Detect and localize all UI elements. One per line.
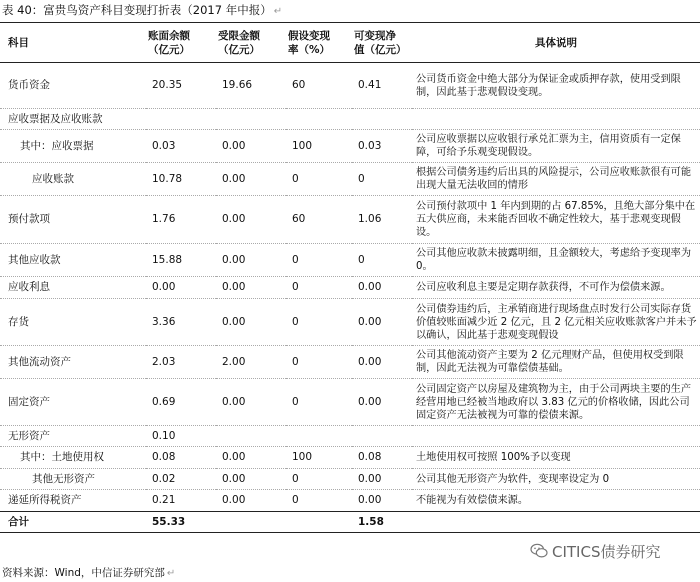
total-desc <box>412 512 700 533</box>
row-item: 其中：土地使用权 <box>0 447 146 469</box>
row-net: 0.03 <box>352 130 412 163</box>
row-book: 3.36 <box>146 299 216 346</box>
row-item: 其他无形资产 <box>0 469 146 490</box>
header-item: 科目 <box>0 23 146 63</box>
row-item: 其他应收款 <box>0 244 146 277</box>
watermark <box>530 540 660 562</box>
row-restricted: 0.00 <box>216 299 286 346</box>
row-restricted: 0.00 <box>216 196 286 244</box>
row-rate: 100 <box>286 447 352 469</box>
row-restricted: 0.00 <box>216 244 286 277</box>
row-net <box>352 426 412 447</box>
row-rate <box>286 426 352 447</box>
row-book: 15.88 <box>146 244 216 277</box>
table-row <box>0 196 700 244</box>
row-item: 固定资产 <box>0 379 146 426</box>
total-rate <box>286 512 352 533</box>
row-item: 存货 <box>0 299 146 346</box>
header-net-l1: 可变现净 <box>354 29 396 42</box>
header-book-l2: （亿元） <box>148 43 190 56</box>
table-row <box>0 244 700 277</box>
row-book: 1.76 <box>146 196 216 244</box>
row-net: 0.08 <box>352 447 412 469</box>
row-item: 其中：应收票据 <box>0 130 146 163</box>
header-net-value <box>352 23 412 63</box>
row-item: 应收票据及应收账款 <box>0 109 216 130</box>
table-row <box>0 63 700 109</box>
row-restricted: 0.00 <box>216 163 286 196</box>
row-net: 0.00 <box>352 469 412 490</box>
row-net: 0.41 <box>352 63 412 109</box>
header-assumed-rate <box>286 23 352 63</box>
return-mark-footer: ↵ <box>166 568 176 579</box>
row-item: 预付款项 <box>0 196 146 244</box>
row-book: 2.03 <box>146 346 216 379</box>
header-restricted-l2: （亿元） <box>218 43 260 56</box>
row-net: 0.00 <box>352 346 412 379</box>
header-net-l2: 值（亿元） <box>354 43 407 56</box>
row-rate: 60 <box>286 63 352 109</box>
table-row <box>0 469 700 490</box>
watermark-text: CITICS债券研究 <box>552 542 661 561</box>
table-row <box>0 379 700 426</box>
table-row <box>0 163 700 196</box>
row-rate: 60 <box>286 196 352 244</box>
table-title <box>0 0 700 20</box>
header-restricted-l1: 受限金额 <box>218 29 260 42</box>
row-desc: 公司应收票据以应收银行承兑汇票为主，信用资质有一定保障，可给予乐观变现假设。 <box>412 130 700 163</box>
table-row <box>0 426 700 447</box>
header-row <box>0 23 700 63</box>
row-book: 20.35 <box>146 63 216 109</box>
table-title-text: 表 40：富贵鸟资产科目变现打折表（2017 年中报） <box>2 3 272 17</box>
row-net: 0.00 <box>352 379 412 426</box>
row-net: 0.00 <box>352 277 412 299</box>
table-row <box>0 299 700 346</box>
row-item: 递延所得税资产 <box>0 490 146 512</box>
total-row <box>0 512 700 533</box>
asset-discount-table <box>0 22 700 533</box>
row-book: 0.10 <box>146 426 216 447</box>
row-book: 0.08 <box>146 447 216 469</box>
row-item: 应收利息 <box>0 277 146 299</box>
row-net: 0 <box>352 163 412 196</box>
row-desc <box>412 426 700 447</box>
row-rate: 0 <box>286 490 352 512</box>
row-restricted: 0.00 <box>216 130 286 163</box>
row-book: 0.69 <box>146 379 216 426</box>
row-net: 1.06 <box>352 196 412 244</box>
row-desc: 公司应收利息主要是定期存款获得，不可作为偿债来源。 <box>412 277 700 299</box>
row-rate: 0 <box>286 163 352 196</box>
wechat-logo-icon <box>530 543 548 559</box>
row-book: 0.00 <box>146 277 216 299</box>
row-restricted: 2.00 <box>216 346 286 379</box>
row-rate: 0 <box>286 299 352 346</box>
row-book: 0.03 <box>146 130 216 163</box>
source-note <box>0 565 402 581</box>
row-rate: 0 <box>286 244 352 277</box>
row-desc: 公司其他流动资产主要为 2 亿元理财产品，但使用权受到限制，因此无法视为可靠偿债基础。 <box>412 346 700 379</box>
row-restricted <box>216 109 286 130</box>
row-rate: 100 <box>286 130 352 163</box>
row-restricted: 19.66 <box>216 63 286 109</box>
row-item: 应收账款 <box>0 163 146 196</box>
total-restricted <box>216 512 286 533</box>
table-row <box>0 109 700 130</box>
row-desc: 公司货币资金中绝大部分为保证金或质押存款，使用受到限制，因此基于悲观假设变现。 <box>412 63 700 109</box>
row-desc: 根据公司债务违约后出具的风险提示，公司应收账款很有可能出现大量无法收回的情形 <box>412 163 700 196</box>
row-restricted: 0.00 <box>216 379 286 426</box>
row-desc: 公司固定资产以房屋及建筑物为主，由于公司两块主要的生产经营用地已经被当地政府以 3.83 亿元的价格收储，因此公司固定资产无法被视为可靠的偿债来源。 <box>412 379 700 426</box>
row-rate <box>286 109 352 130</box>
header-rate-l1: 假设变现 <box>288 29 330 42</box>
return-mark: ↵ <box>273 6 283 17</box>
row-restricted <box>216 426 286 447</box>
row-book: 0.02 <box>146 469 216 490</box>
row-rate: 0 <box>286 346 352 379</box>
row-restricted: 0.00 <box>216 490 286 512</box>
row-rate: 0 <box>286 379 352 426</box>
row-restricted: 0.00 <box>216 469 286 490</box>
header-book-l1: 账面余额 <box>148 29 190 42</box>
row-rate: 0 <box>286 277 352 299</box>
header-rate-l2: 率（%） <box>288 43 331 56</box>
total-net: 1.58 <box>352 512 412 533</box>
table-row <box>0 490 700 512</box>
row-item: 货币资金 <box>0 63 146 109</box>
row-desc: 土地使用权可按照 100%予以变现 <box>412 447 700 469</box>
row-restricted: 0.00 <box>216 447 286 469</box>
row-desc <box>412 109 700 130</box>
row-book: 0.21 <box>146 490 216 512</box>
total-item: 合计 <box>0 512 146 533</box>
row-desc: 不能视为有效偿债来源。 <box>412 490 700 512</box>
row-book: 10.78 <box>146 163 216 196</box>
source-note-text: 资料来源：Wind，中信证券研究部 <box>2 567 165 579</box>
row-desc: 公司预付款项中 1 年内到期的占 67.85%，且绝大部分集中在五大供应商，未来能否回收不确定性较大，基于悲观变现假设。 <box>412 196 700 244</box>
row-desc: 公司债券违约后，主承销商进行现场盘点时发行公司实际存货价值较账面减少近 2 亿元，且 2 亿元相关应收账款客户并未予以确认，因此基于悲观变现假设 <box>412 299 700 346</box>
table-row <box>0 130 700 163</box>
row-net <box>352 109 412 130</box>
total-book: 55.33 <box>146 512 216 533</box>
row-item: 其他流动资产 <box>0 346 146 379</box>
row-restricted: 0.00 <box>216 277 286 299</box>
row-net: 0 <box>352 244 412 277</box>
header-book <box>146 23 216 63</box>
row-item: 无形资产 <box>0 426 146 447</box>
row-desc: 公司其他无形资产为软件，变现率设定为 0 <box>412 469 700 490</box>
table-row <box>0 277 700 299</box>
table-row <box>0 346 700 379</box>
table-row <box>0 447 700 469</box>
row-desc: 公司其他应收款未披露明细，且金额较大，考虑给予变现率为 0。 <box>412 244 700 277</box>
row-net: 0.00 <box>352 299 412 346</box>
row-net: 0.00 <box>352 490 412 512</box>
header-restricted <box>216 23 286 63</box>
header-description: 具体说明 <box>412 23 700 63</box>
row-rate: 0 <box>286 469 352 490</box>
